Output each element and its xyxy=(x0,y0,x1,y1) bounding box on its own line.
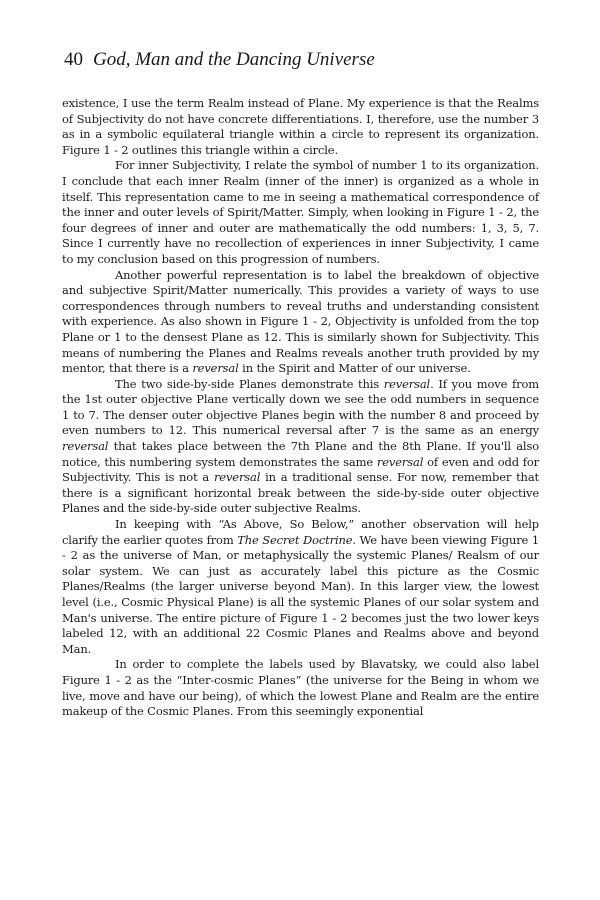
paragraph-text: . If you move from the 1st outer objective Plane vertically down we see the odd numbers in sequence 1 to 7. The denser outer objective Planes begin with the number 8 and proceed by even numbers to 12. This numerical reversal after 7 is the same as an energy xyxy=(62,376,539,438)
italic-text: reversal xyxy=(62,439,109,454)
italic-text: reversal xyxy=(376,454,424,469)
paragraph-text: in the Spirit and Matter of our universe. xyxy=(238,361,471,376)
book-title: God, Man and the Dancing Universe xyxy=(93,49,375,70)
paragraph-text: For inner Subjectivity, I relate the symbol of number 1 to its organization. I conclude that each inner Realm (inner of the inner) is organized as a whole in itself. This representation came to me in seeing a mathematical correspondence of the inner and outer levels of Spirit/Matter. Simply, when looking in Figure 1 - 2, the four degrees of inner and outer are mathematically the odd numbers: 1, 3, 5, 7. Since I currently have no recollection of experiences in inner Subjectivity, I came to my conclusion based on this progression of numbers. xyxy=(62,158,539,266)
italic-text: reversal xyxy=(383,376,431,391)
paragraph-text: In keeping with “As Above, So Below,” another observation will help clarify the earlier quotes from xyxy=(62,517,539,547)
paragraph-text: In order to complete the labels used by Blavatsky, we could also label Figure 1 - 2 as the “Inter-cosmic Planes” (the universe for the Being in whom we live, move and have our being), of which the lowest Plane and Realm are the entire makeup of the Cosmic Planes. From this seemingly exponential xyxy=(62,657,539,719)
paragraph xyxy=(62,158,539,267)
paragraph-text: of even and odd for Subjectivity. This is not a xyxy=(62,454,540,485)
paragraph-text: The two side-by-side Planes demonstrate this xyxy=(115,376,384,391)
italic-text: The Secret Doctrine xyxy=(237,532,353,547)
paragraph xyxy=(62,96,539,158)
body-text xyxy=(62,96,539,720)
paragraph xyxy=(62,517,539,657)
paragraph xyxy=(62,377,539,517)
paragraph-text: Another powerful representation is to label the breakdown of objective and subjective Spirit/Matter numerically. This provides a variety of ways to use correspondences through numbers to reveal truths and understanding consistent with experience. As also shown in Figure 1 - 2, Objectivity is unfolded from the top Plane or 1 to the densest Plane as 12. This is similarly shown for Subjectivity. This means of numbering the Planes and Realms reveals another truth provided by my mentor, that there is a xyxy=(62,267,539,376)
paragraph xyxy=(62,657,539,719)
page-number: 40 xyxy=(64,49,83,70)
paragraph-text: in a traditional sense. For now, remember that there is a significant horizontal break between the side-by-side outer objective Planes and the side-by-side outer subjective Realms. xyxy=(62,470,539,516)
paragraph-text: . We have been viewing Figure 1 - 2 as the universe of Man, or metaphysically the systemic Planes/ Realsm of our solar system. We can just as accurately label this picture as the Cosmic Planes/Realms (the larger universe beyond Man). In this larger view, the lowest level (i.e., Cosmic Physical Plane) is all the systemic Planes of our solar system and Man's universe. The entire picture of Figure 1 - 2 becomes just the two lower keys labeled 12, with an additional 22 Cosmic Planes and Realms above and beyond Man. xyxy=(62,532,539,656)
paragraph xyxy=(62,268,539,377)
paragraph-text: existence, I use the term Realm instead of Plane. My experience is that the Realms of Subjectivity do not have concrete differentiations. I, therefore, use the number 3 as in a symbolic equilateral triangle within a circle to represent its organization. Figure 1 - 2 outlines this triangle within a circle. xyxy=(62,96,539,157)
paragraph-text: that takes place between the 7th Plane and the 8th Plane. If you'll also notice, this numbering system demonstrates the same xyxy=(62,439,539,469)
running-header xyxy=(64,48,375,72)
italic-text: reversal xyxy=(192,361,239,376)
italic-text: reversal xyxy=(213,470,261,485)
